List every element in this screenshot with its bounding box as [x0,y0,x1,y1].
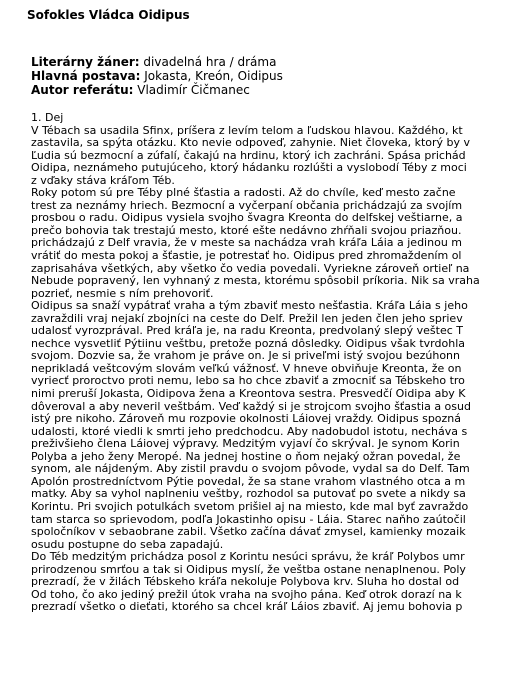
body-line: Oidipus sa snaží vypátrať vraha a tým zbaviť mesto nešťastia. Kráľa Láia s jeho [31,299,468,313]
meta-author-label: Autor referátu: [31,83,134,97]
meta-main-character-label: Hlavná postava: [31,69,141,83]
body-line: prirodzenou smrťou a tak si Oidipus myslí, že veštba ostane nenaplnenou. Poly [31,562,466,576]
body-line: prezradí všetko o dieťati, ktorého sa chcel kráľ Láios zbaviť. Aj jemu bohovia p [31,600,463,614]
body-line: prosbou o radu. Oidipus vysiela svojho švagra Kreonta do delfskej veštiarne, a [31,211,463,225]
body-line: matky. Aby sa vyhol naplneniu veštby, rozhodol sa putovať po svete a nikdy sa [31,487,466,501]
document-body [31,112,508,614]
body-line: Do Téb medzitým prichádza posol z Korintu nesúci správu, že kráľ Polybos umr [31,550,465,564]
body-line: V Tébach sa usadila Sfinx, príšera z levím telom a ľudskou hlavou. Každého, kt [31,123,463,137]
body-line: udalosť vyrozprával. Pred kráľa je, na radu Kreonta, predvolaný slepý veštec T [31,324,464,338]
body-line: Apolón prostredníctvom Pýtie povedal, že sa stane vrahom vlastného otca a m [31,474,466,488]
body-line: nimi preruší Jokasta, Oidipova žena a Kreontova sestra. Presvedčí Oidipa aby K [31,387,466,401]
section-heading: 1. Dej [31,111,64,124]
body-line: udalosti, ktoré viedli k smrti jeho predchodcu. Aby nadobudol istotu, necháva s [31,424,468,438]
body-line: Oidipa, neznámeho putujúceho, ktorý hádanku rozlúšti a vyslobodí Téby z moci [31,161,467,175]
body-line: vrátiť do mesta pokoj a šťastie, je potrestať ho. Oidipus pred zhromaždením ol [31,249,462,263]
body-line: zavraždili vraj nejakí zbojníci na ceste do Delf. Prežil len jeden člen jeho spriev [31,311,463,325]
body-line: Nebude popravený, len vyhnaný z mesta, ktorému spôsobil príkoria. Nik sa vraha [31,274,480,288]
meta-genre-label: Literárny žáner: [31,55,140,69]
body-line: istý pre nikoho. Zároveň mu rozpovie okolnosti Láiovej vraždy. Oidipus spozná [31,412,462,426]
body-line: prečo bohovia tak trestajú mesto, ktoré ešte nedávno zhŕňali svojou priazňou. [31,223,462,237]
meta-main-character-value: Jokasta, Kreón, Oidipus [144,69,283,83]
body-line: neprikladá veštcovým slovám veľkú vážnosť. V hneve obviňuje Kreonta, že on [31,361,462,375]
body-line: Ľudia sú bezmocní a zúfalí, čakajú na hrdinu, ktorý ich zachráni. Spása prichád [31,148,466,162]
body-line: dôveroval a aby neveril veštbám. Veď každý si je strojcom svojho šťastia a osud [31,399,471,413]
body-line: preživšieho člena Láiovej výpravy. Medzitým vyjaví čo skrýval. Je synom Korin [31,437,460,451]
body-line: pozrieť, nesmie s ním prehovoriť. [31,286,214,300]
body-line: spoločníkov v sebaobrane zabil. Všetko začína dávať zmysel, kamienky mozaik [31,525,466,539]
body-line: Polyba a jeho ženy Meropé. Na jednej hostine o ňom nejaký ožran povedal, že [31,449,461,463]
body-line: tam starca so sprievodom, podľa Jokastinho opisu - Láia. Starec naňho zaútočil [31,512,466,526]
body-line: zaprisaháva všetkých, aby všetko čo vedia povedali. Vyriekne zároveň ortieľ na [31,261,470,275]
body-line: osudu postupne do seba zapadajú. [31,537,224,551]
body-line: prichádzajú z Delf vravia, že v meste sa nachádza vrah kráľa Láia a jedinou m [31,236,463,250]
body-line: Od toho, čo ako jediný prežil útok vraha na svojho pána. Keď otrok dorazí na k [31,587,462,601]
body-line: zastavila, sa spýta otázku. Kto nevie odpoveď, zahynie. Niet človeka, ktorý by v [31,136,471,150]
document-title: Sofokles Vládca Oidipus [27,8,190,22]
body-line: Korintu. Pri svojich potulkách svetom prišiel aj na miesto, kde mal byť zavraždo [31,499,469,513]
body-line: trest za neznámy hriech. Bezmocní a vyčerpaní občania prichádzajú za svojím [31,198,463,212]
meta-author-value: Vladimír Čičmanec [137,83,250,97]
body-line: z vďaky stáva kráľom Téb. [31,173,175,187]
body-line: synom, ale nájdeným. Aby zistil pravdu o svojom pôvode, vydal sa do Delf. Tam [31,462,470,476]
meta-author [31,83,283,97]
body-line: prezradí, že v žilách Tébskeho kráľa nekoluje Polybova krv. Sluha ho dostal od [31,575,460,589]
document-meta [31,55,283,97]
body-line: vyriecť proroctvo proti nemu, lebo sa ho chce zbaviť a zmocniť sa Tébskeho tro [31,374,465,388]
body-line: svojom. Dozvie sa, že vrahom je práve on. Je si priveľmi istý svojou bezúhonn [31,349,460,363]
meta-genre [31,55,283,69]
body-line: Roky potom sú pre Téby plné šťastia a radosti. Až do chvíle, keď mesto začne [31,186,456,200]
body-line: nechce vysvetliť Pýtiinu veštbu, pretože pozná dôsledky. Oidipus však tvrdohla [31,336,465,350]
meta-main-character [31,69,283,83]
meta-genre-value: divadelná hra / dráma [143,55,277,69]
